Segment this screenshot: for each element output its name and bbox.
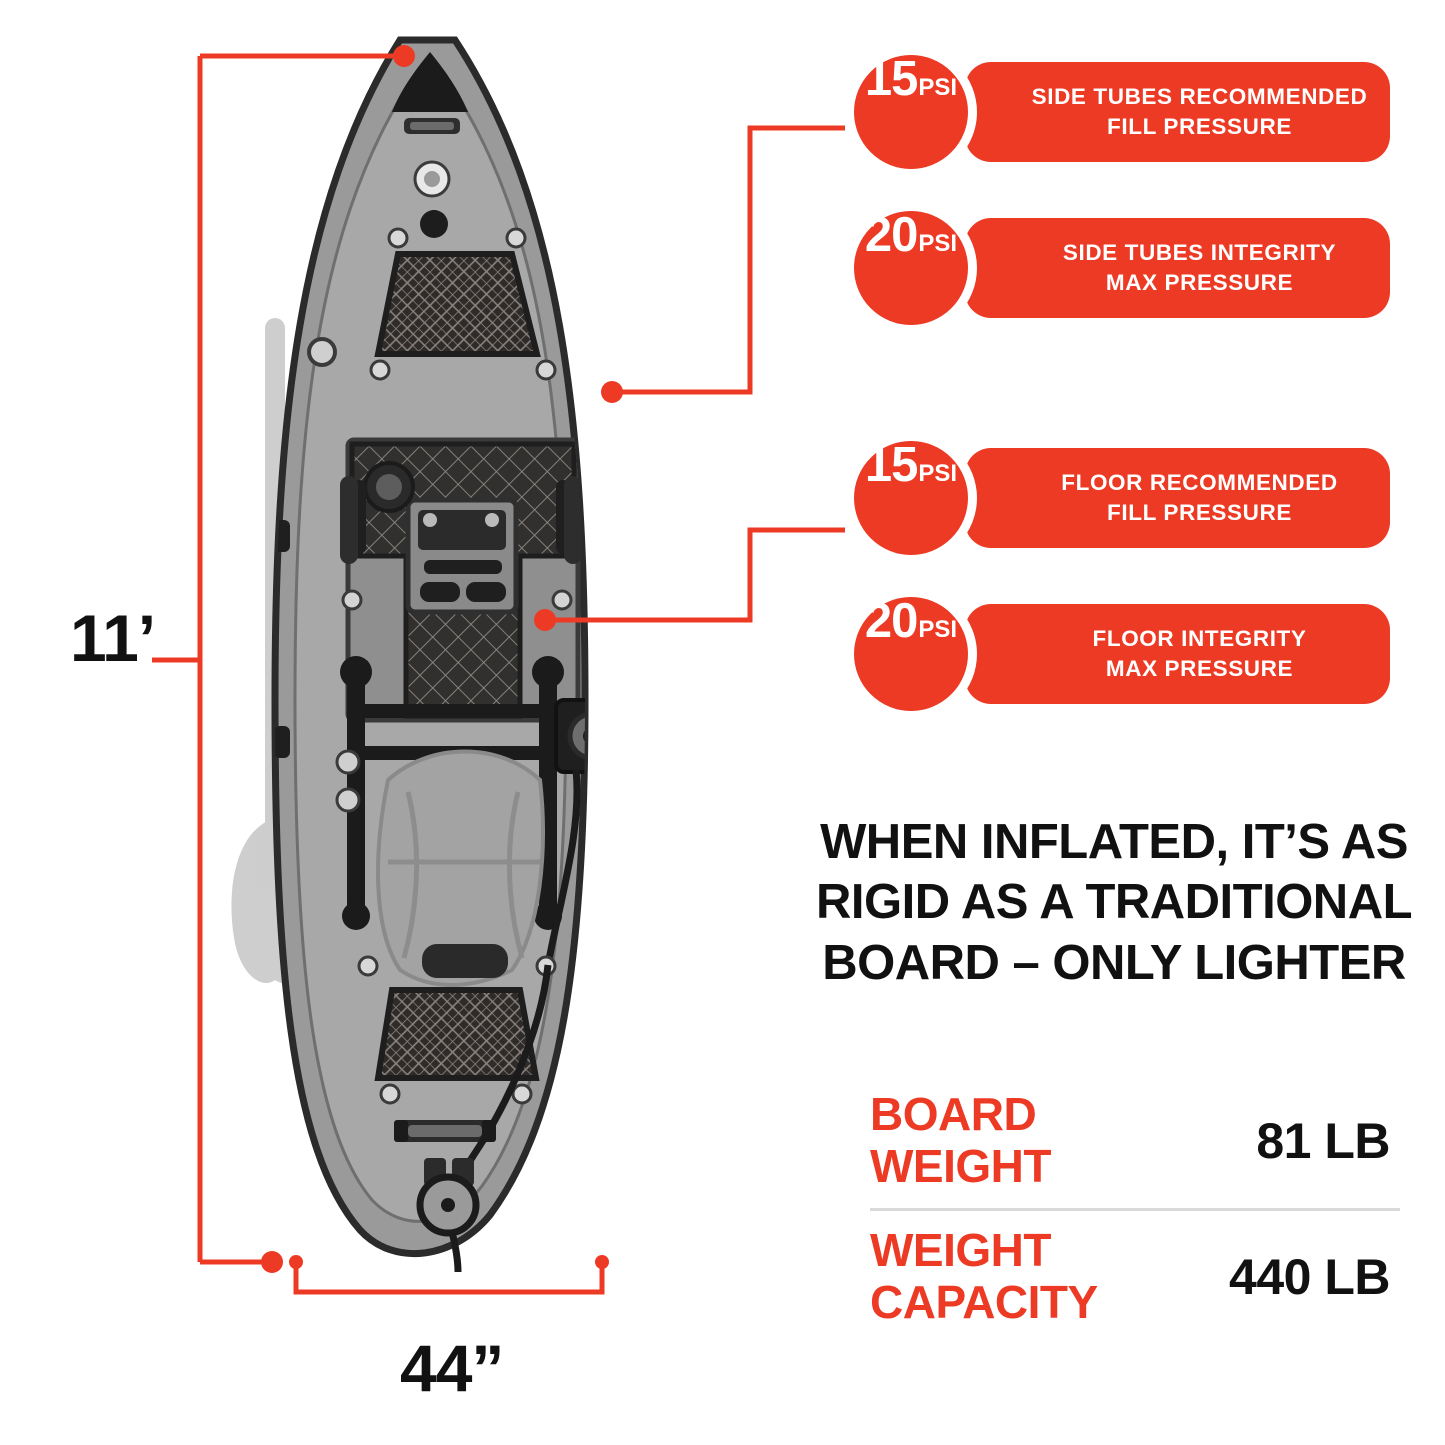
- spec-value: 440 LB: [1229, 1248, 1390, 1305]
- info-panel: [760, 0, 1445, 1445]
- pressure-unit: PSI: [918, 616, 958, 643]
- width-dimension-label: 44”: [400, 1331, 504, 1405]
- pressure-value: 20: [864, 208, 918, 262]
- pressure-pill-line2: FILL PRESSURE: [1107, 500, 1292, 525]
- pressure-badge: [845, 588, 977, 720]
- pressure-pill: [965, 448, 1390, 548]
- guide-dot-tail: [261, 1251, 283, 1273]
- pressure-pill-line1: FLOOR INTEGRITY: [1092, 626, 1307, 652]
- pressure-pill-line1: SIDE TUBES RECOMMENDED: [1031, 84, 1368, 110]
- pressure-unit: PSI: [918, 74, 958, 101]
- pressure-pill: [965, 604, 1390, 704]
- pressure-pill-line2: MAX PRESSURE: [1105, 656, 1294, 681]
- spec-row-board-weight: [870, 1075, 1400, 1208]
- headline-text: WHEN INFLATED, IT’S AS RIGID AS A TRADITIONAL BOARD – ONLY LIGHTER: [815, 815, 1413, 990]
- guide-dot-width-left: [289, 1255, 303, 1269]
- pressure-value: 15: [864, 438, 918, 492]
- spec-label: WEIGHT CAPACITY: [870, 1224, 1098, 1328]
- pressure-badge: [845, 202, 977, 334]
- spec-value: 81 LB: [1256, 1112, 1390, 1169]
- length-dimension-label: 11’: [70, 601, 156, 675]
- pressure-pill-text: [1032, 82, 1368, 141]
- spec-row-weight-capacity: [870, 1208, 1400, 1344]
- pressure-value: 20: [864, 594, 918, 648]
- pressure-pill-line2: FILL PRESSURE: [1107, 114, 1292, 139]
- pressure-pill-text: [1061, 468, 1337, 527]
- pressure-badge: [845, 432, 977, 564]
- spec-table: [870, 1075, 1400, 1344]
- pressure-pill: [965, 218, 1390, 318]
- pressure-pill-line1: FLOOR RECOMMENDED: [1061, 470, 1338, 496]
- pressure-pill-text: [1093, 624, 1307, 683]
- pressure-pill-line2: MAX PRESSURE: [1105, 270, 1294, 295]
- pressure-pill-text: [1063, 238, 1336, 297]
- pressure-badge: [845, 46, 977, 178]
- spec-label: BOARD WEIGHT: [870, 1088, 1051, 1192]
- pressure-pill: [965, 62, 1390, 162]
- pressure-unit: PSI: [918, 460, 958, 487]
- guide-dot-nose: [393, 45, 415, 67]
- pressure-value: 15: [864, 52, 918, 106]
- pressure-pill-line1: SIDE TUBES INTEGRITY: [1062, 240, 1337, 266]
- pressure-unit: PSI: [918, 230, 958, 257]
- guide-dot-width-right: [595, 1255, 609, 1269]
